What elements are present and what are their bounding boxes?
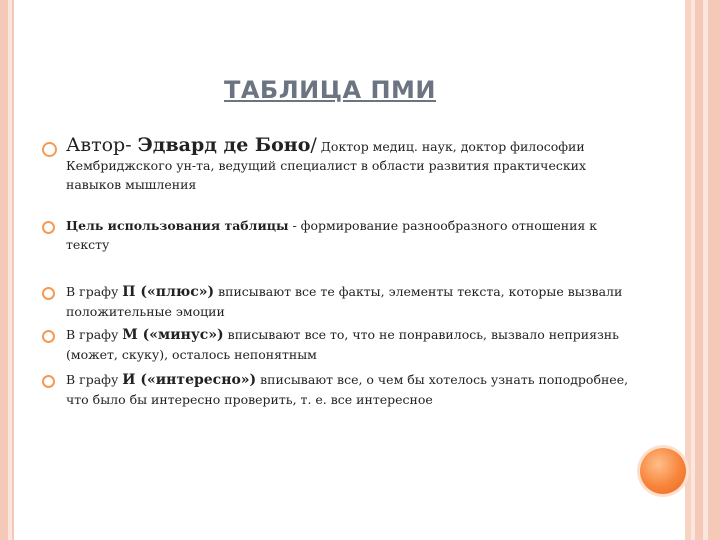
minus-text: вписывают все то, что не понравилось, вызвало неприязнь (может, скуку), осталось непонятным <box>66 327 619 362</box>
author-description: Доктор медиц. наук, доктор философии Кембриджского ун-та, ведущий специалист в области развития практических навыков мышления <box>66 139 587 192</box>
goal-text: - формирование разнообразного отношения к тексту <box>66 218 598 252</box>
author-slash: / <box>310 134 317 156</box>
bullet-item-author <box>40 136 630 194</box>
bullet-circle-icon <box>42 287 55 300</box>
right-border-stripe <box>708 0 720 540</box>
author-prefix: Автор- <box>66 134 138 156</box>
author-name: Эдвард де Боно <box>137 134 311 156</box>
plus-label: П («плюс») <box>122 284 215 300</box>
interesting-label: И («интересно») <box>122 372 257 388</box>
bullet-circle-icon <box>42 330 55 343</box>
bullet-item-plus <box>40 282 630 321</box>
interesting-prefix: В графу <box>66 372 123 387</box>
interesting-text: вписывают все, о чем бы хотелось узнать поподробнее, что было бы интересно проверить, т. е. все интересное <box>66 372 629 407</box>
bullet-item-interesting <box>40 370 630 409</box>
bullet-circle-icon <box>42 221 55 234</box>
goal-label: Цель использования таблицы <box>66 218 289 233</box>
minus-label: М («минус») <box>122 327 224 343</box>
minus-prefix: В графу <box>66 327 123 342</box>
plus-text: вписывают все те факты, элементы текста, которые вызвали положительные эмоции <box>66 284 623 319</box>
slide-title: ТАБЛИЦА ПМИ <box>223 76 436 104</box>
decorative-orange-circle <box>640 448 686 494</box>
bullet-item-minus <box>40 325 630 364</box>
plus-prefix: В графу <box>66 284 123 299</box>
bullet-list <box>40 136 630 409</box>
bullet-circle-icon <box>42 142 57 157</box>
bullet-circle-icon <box>42 375 55 388</box>
bullet-item-goal <box>40 216 630 254</box>
right-border-stripe <box>695 0 703 540</box>
